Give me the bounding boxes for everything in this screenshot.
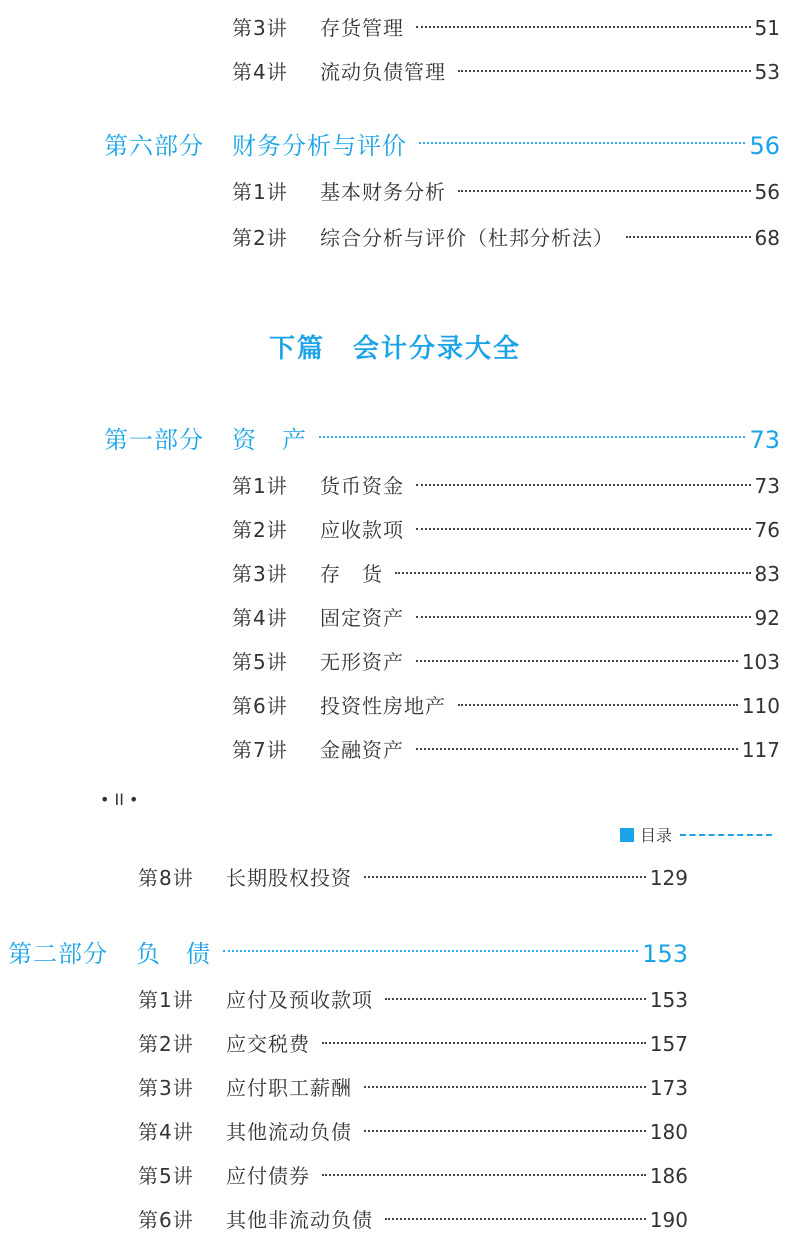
lecture-title: 应收款项 [320,518,404,542]
lecture-number: 第1讲 [232,474,288,498]
lecture-number: 第3讲 [232,16,288,40]
lecture-title: 存货管理 [320,16,404,40]
lecture-title: 固定资产 [320,606,404,630]
toc-entry[interactable] [138,862,688,892]
toc-entry[interactable] [138,1160,688,1190]
lecture-number: 第5讲 [138,1164,194,1188]
toc-entry[interactable] [232,56,780,86]
part-title: 资 产 [232,426,307,454]
lecture-number: 第4讲 [232,606,288,630]
toc-part-entry[interactable] [104,126,780,160]
lecture-title: 应付职工薪酬 [226,1076,352,1100]
leader-dots [416,484,751,486]
lecture-number: 第4讲 [138,1120,194,1144]
lecture-title: 金融资产 [320,738,404,762]
leader-dots [416,660,738,662]
lecture-title: 存 货 [320,562,383,586]
lecture-number: 第1讲 [232,180,288,204]
leader-dots [364,1086,646,1088]
lecture-title: 其他非流动负债 [226,1208,373,1232]
part-title: 财务分析与评价 [232,132,407,160]
part-number: 第二部分 [8,940,108,968]
leader-dots [385,1218,646,1220]
leader-dots [626,236,751,238]
leader-dots [419,142,745,144]
lecture-title: 综合分析与评价（杜邦分析法） [320,226,614,250]
lecture-number: 第3讲 [232,562,288,586]
page-number: 103 [741,650,780,674]
page-number: 51 [754,16,780,40]
lecture-number: 第2讲 [232,226,288,250]
page-number: 190 [649,1208,688,1232]
leader-dots [364,1130,646,1132]
leader-dots [416,748,738,750]
lecture-title: 长期股权投资 [226,866,352,890]
part-title: 负 债 [136,940,211,968]
page-number: 110 [741,694,780,718]
leader-dots [395,572,751,574]
lecture-number: 第2讲 [232,518,288,542]
page-number: 92 [754,606,780,630]
lecture-number: 第4讲 [232,60,288,84]
toc-entry[interactable] [232,690,780,720]
toc-part-entry[interactable] [8,934,688,968]
lecture-number: 第8讲 [138,866,194,890]
toc-entry[interactable] [232,734,780,764]
toc-entry[interactable] [138,1204,688,1234]
page-number: 73 [749,426,780,454]
page-number: 68 [754,226,780,250]
leader-dots [364,876,646,878]
page-number: 53 [754,60,780,84]
toc-entry[interactable] [232,12,780,42]
toc-entry[interactable] [232,514,780,544]
toc-entry[interactable] [232,602,780,632]
toc-entry[interactable] [232,646,780,676]
part-number: 第一部分 [104,426,204,454]
lecture-title: 应交税费 [226,1032,310,1056]
lecture-number: 第3讲 [138,1076,194,1100]
leader-dots [458,704,738,706]
page-number: 186 [649,1164,688,1188]
leader-dots [319,436,745,438]
page-number: 129 [649,866,688,890]
leader-dots [322,1042,646,1044]
page-number: 73 [754,474,780,498]
lecture-number: 第1讲 [138,988,194,1012]
leader-dots [322,1174,646,1176]
page-footer-number: • II • [100,790,139,809]
lecture-number: 第5讲 [232,650,288,674]
lecture-number: 第6讲 [232,694,288,718]
lecture-title: 货币资金 [320,474,404,498]
lecture-title: 基本财务分析 [320,180,446,204]
page-number: 173 [649,1076,688,1100]
page-number: 56 [749,132,780,160]
lecture-number: 第7讲 [232,738,288,762]
toc-entry[interactable] [232,470,780,500]
lecture-title: 其他流动负债 [226,1120,352,1144]
toc-part-entry[interactable] [104,420,780,454]
leader-dots [416,26,751,28]
leader-dots [458,70,751,72]
section-heading: 下篇 会计分录大全 [268,334,521,364]
toc-entry[interactable] [232,222,780,252]
leader-dots [385,998,646,1000]
toc-entry[interactable] [232,558,780,588]
leader-dots [458,190,751,192]
square-icon [620,828,634,842]
page-number: 83 [754,562,780,586]
toc-label: 目录 [640,826,673,845]
toc-entry[interactable] [138,1072,688,1102]
page-number: 153 [642,940,688,968]
lecture-title: 流动负债管理 [320,60,446,84]
page-number: 76 [754,518,780,542]
leader-dots [416,616,751,618]
toc-entry[interactable] [138,984,688,1014]
lecture-title: 应付及预收款项 [226,988,373,1012]
lecture-title: 投资性房地产 [320,694,446,718]
dashed-rule [680,834,772,836]
leader-dots [223,950,638,952]
page-number: 56 [754,180,780,204]
lecture-number: 第2讲 [138,1032,194,1056]
toc-entry[interactable] [138,1116,688,1146]
page-number: 153 [649,988,688,1012]
toc-entry[interactable] [138,1028,688,1058]
page-number: 157 [649,1032,688,1056]
page-number: 180 [649,1120,688,1144]
part-number: 第六部分 [104,132,204,160]
toc-header-tag [620,823,772,846]
lecture-title: 无形资产 [320,650,404,674]
lecture-number: 第6讲 [138,1208,194,1232]
page-number: 117 [741,738,780,762]
toc-entry[interactable] [232,176,780,206]
leader-dots [416,528,751,530]
lecture-title: 应付债券 [226,1164,310,1188]
